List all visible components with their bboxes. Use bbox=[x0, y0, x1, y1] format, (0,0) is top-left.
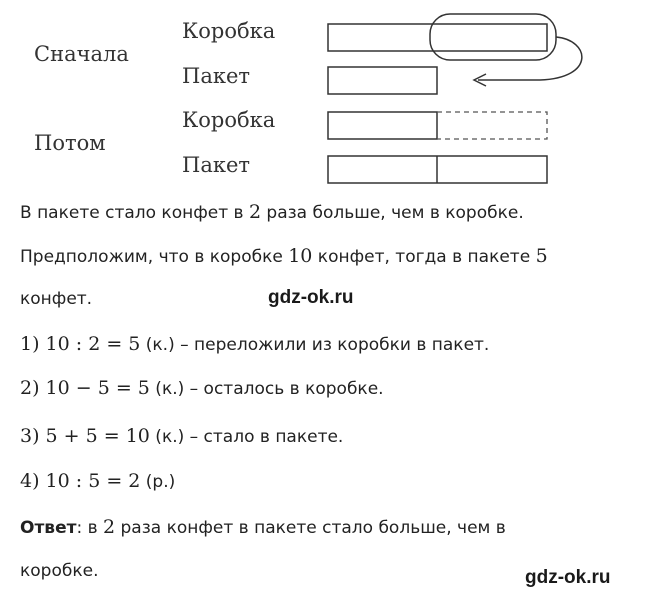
label-after: Потом bbox=[34, 131, 106, 155]
diagram bbox=[0, 0, 653, 195]
label-box-after: Коробка bbox=[182, 108, 276, 132]
bag-bar-before bbox=[328, 67, 437, 94]
label-bag-after: Пакет bbox=[182, 153, 251, 177]
answer-label: Ответ bbox=[20, 518, 77, 538]
assumption-line-cont: конфет. bbox=[20, 289, 93, 309]
assumption-line: Предположим, что в коробке 10 конфет, тогда в пакете 5 bbox=[20, 245, 548, 267]
transfer-oval bbox=[430, 14, 556, 60]
step-2: 2) 10 − 5 = 5 (к.) – осталось в коробке. bbox=[20, 377, 384, 399]
box-bar-before bbox=[328, 24, 547, 51]
step-4: 4) 10 : 5 = 2 (р.) bbox=[20, 470, 176, 492]
box-bar-after bbox=[328, 112, 437, 139]
answer-line: Ответ: в 2 раза конфет в пакете стало больше, чем в bbox=[20, 516, 506, 538]
statement-line: В пакете стало конфет в 2 раза больше, чем в коробке. bbox=[20, 201, 524, 223]
label-box-before: Коробка bbox=[182, 19, 276, 43]
watermark-mid: gdz-ok.ru bbox=[268, 287, 354, 308]
answer-line-cont: коробке. bbox=[20, 561, 99, 581]
watermark-bottom: gdz-ok.ru bbox=[525, 567, 611, 588]
step-3: 3) 5 + 5 = 10 (к.) – стало в пакете. bbox=[20, 425, 344, 447]
label-before: Сначала bbox=[34, 42, 129, 66]
label-bag-before: Пакет bbox=[182, 64, 251, 88]
box-bar-after-removed bbox=[437, 112, 547, 139]
transfer-arrow bbox=[478, 37, 582, 80]
step-1: 1) 10 : 2 = 5 (к.) – переложили из коробки в пакет. bbox=[20, 333, 490, 355]
